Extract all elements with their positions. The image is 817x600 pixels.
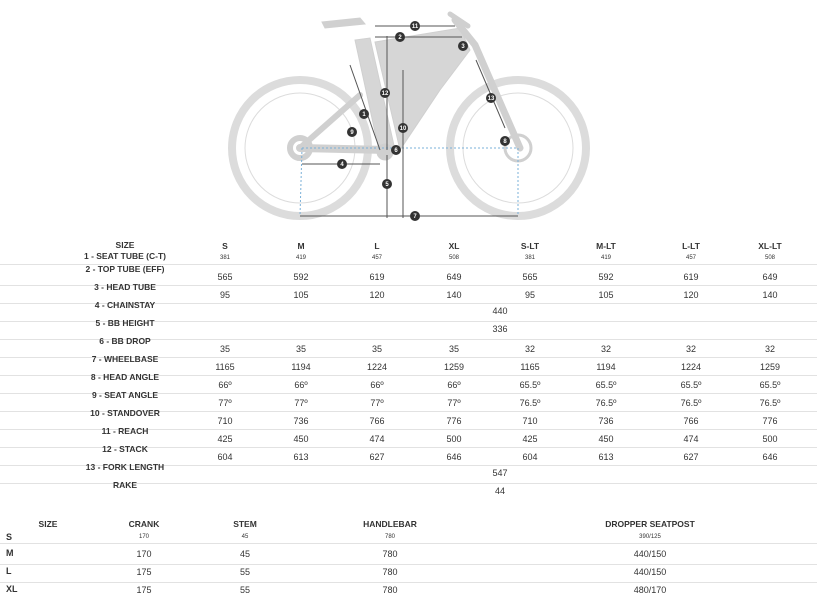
table-cell: 736 — [293, 416, 309, 426]
table-cell: 565 — [217, 272, 233, 282]
table-cell: 710 — [522, 416, 538, 426]
table-cell: 627 — [683, 452, 699, 462]
table-cell: 592 — [293, 272, 309, 282]
table-cell: 32 — [764, 344, 775, 354]
svg-text:8: 8 — [503, 139, 507, 145]
table-cell: 95 — [219, 290, 230, 300]
table-cell: 32 — [685, 344, 696, 354]
table-cell: 175 — [136, 567, 152, 577]
svg-text:12: 12 — [381, 91, 389, 97]
table-cell: 170 — [136, 549, 152, 559]
table-cell: 381 — [524, 255, 535, 261]
table-cell: 649 — [446, 272, 462, 282]
table-cell: 646 — [762, 452, 778, 462]
table-cell: 1259 — [443, 362, 465, 372]
size-header: XL — [448, 241, 460, 251]
table-cell: 44 — [494, 486, 505, 496]
table-cell: 76.5º — [680, 398, 702, 408]
table-cell: 780 — [382, 585, 398, 595]
row-label: RAKE — [112, 480, 138, 490]
marker-2 — [395, 32, 405, 42]
table-cell: 35 — [448, 344, 459, 354]
table-cell: 105 — [598, 290, 614, 300]
table-cell: 66º — [370, 380, 384, 390]
table-cell: 1165 — [215, 362, 235, 372]
table-cell: 604 — [522, 452, 538, 462]
table-cell: 500 — [446, 434, 462, 444]
table-cell: 105 — [293, 290, 309, 300]
row-label: 6 - BB DROP — [99, 336, 151, 346]
table-row — [0, 564, 817, 583]
table-cell: 440/150 — [633, 567, 667, 577]
marker-10 — [398, 123, 408, 133]
size-label: L — [6, 566, 12, 576]
table-cell: 95 — [524, 290, 535, 300]
table-cell: 1194 — [291, 362, 311, 372]
svg-text:1: 1 — [362, 112, 366, 118]
table-cell: 77º — [447, 398, 461, 408]
svg-text:4: 4 — [340, 162, 344, 168]
size-label: M — [6, 548, 14, 558]
svg-text:10: 10 — [399, 126, 407, 132]
size-label: S — [6, 532, 13, 542]
table-cell: 547 — [492, 468, 508, 478]
table-cell: 450 — [598, 434, 614, 444]
table-cell: 55 — [239, 567, 250, 577]
table-cell: 619 — [683, 272, 699, 282]
table-cell: 55 — [239, 585, 250, 595]
marker-3 — [458, 41, 468, 51]
row-label: 5 - BB HEIGHT — [95, 318, 155, 328]
table-cell: 766 — [369, 416, 385, 426]
table-cell: 336 — [492, 324, 508, 334]
table-cell: 170 — [138, 534, 149, 540]
row-label: 7 - WHEELBASE — [91, 354, 159, 364]
size-label: SIZE — [115, 240, 135, 250]
table-cell: 140 — [762, 290, 778, 300]
marker-7 — [410, 211, 420, 221]
table-cell: 35 — [219, 344, 230, 354]
size-header: L-LT — [682, 241, 700, 251]
table-cell: 480/170 — [633, 585, 667, 595]
table-cell: 1224 — [366, 362, 388, 372]
table-cell: 425 — [217, 434, 233, 444]
table-cell: 766 — [683, 416, 699, 426]
marker-6 — [391, 145, 401, 155]
table-cell: 76.5º — [759, 398, 781, 408]
size-header: M-LT — [596, 241, 616, 251]
table-cell: 565 — [522, 272, 538, 282]
bike-geometry-diagram — [0, 0, 817, 230]
table-cell: 65.5º — [519, 380, 541, 390]
table-cell: 776 — [446, 416, 462, 426]
table-cell: 500 — [762, 434, 778, 444]
components-header-row — [0, 516, 817, 544]
row-label: 13 - FORK LENGTH — [85, 462, 165, 472]
table-cell: 381 — [219, 255, 230, 261]
table-cell: 419 — [600, 255, 611, 261]
svg-text:6: 6 — [394, 148, 398, 154]
table-cell: 65.5º — [680, 380, 702, 390]
row-label: 2 - TOP TUBE (EFF) — [85, 264, 165, 274]
table-cell: 508 — [448, 255, 459, 261]
svg-text:3: 3 — [461, 44, 465, 50]
table-row — [0, 582, 817, 600]
row-label: 8 - HEAD ANGLE — [90, 372, 160, 382]
table-cell: 1194 — [596, 362, 616, 372]
dropper-seatpost-header: DROPPER SEATPOST — [605, 519, 695, 529]
table-cell: 65.5º — [759, 380, 781, 390]
svg-text:7: 7 — [413, 214, 417, 220]
table-cell: 66º — [447, 380, 461, 390]
table-cell: 474 — [369, 434, 385, 444]
size-header: S-LT — [520, 241, 540, 251]
table-cell: 457 — [371, 255, 382, 261]
table-cell: 77º — [370, 398, 384, 408]
size-label: XL — [6, 584, 18, 594]
marker-11 — [410, 21, 420, 31]
table-cell: 76.5º — [595, 398, 617, 408]
row-label: 11 - REACH — [101, 426, 149, 436]
marker-1 — [359, 109, 369, 119]
table-cell: 613 — [293, 452, 309, 462]
table-cell: 425 — [522, 434, 538, 444]
handlebar-header: HANDLEBAR — [363, 519, 417, 529]
table-cell: 1259 — [759, 362, 781, 372]
svg-text:9: 9 — [350, 130, 354, 136]
table-cell: 474 — [683, 434, 699, 444]
size-header: XL-LT — [758, 241, 782, 251]
table-cell: 65.5º — [595, 380, 617, 390]
table-cell: 45 — [241, 534, 249, 540]
table-cell: 66º — [294, 380, 308, 390]
svg-text:11: 11 — [411, 24, 419, 30]
table-row — [0, 546, 817, 565]
marker-13 — [486, 93, 496, 103]
table-cell: 76.5º — [519, 398, 541, 408]
table-cell: 627 — [369, 452, 385, 462]
row-label: 3 - HEAD TUBE — [94, 282, 156, 292]
table-cell: 45 — [239, 549, 250, 559]
table-cell: 613 — [598, 452, 614, 462]
table-cell: 32 — [600, 344, 611, 354]
marker-4 — [337, 159, 347, 169]
marker-12 — [380, 88, 390, 98]
table-cell: 77º — [218, 398, 232, 408]
geometry-header-row — [0, 238, 817, 265]
row-label: 1 - SEAT TUBE (C-T) — [83, 251, 166, 261]
table-cell: 390/125 — [639, 534, 661, 540]
marker-8 — [500, 136, 510, 146]
table-row — [0, 480, 817, 501]
row-label: 12 - STACK — [102, 444, 148, 454]
table-cell: 457 — [685, 255, 696, 261]
table-cell: 649 — [762, 272, 778, 282]
stem-header: STEM — [233, 519, 257, 529]
svg-text:13: 13 — [487, 96, 495, 102]
marker-5 — [382, 179, 392, 189]
table-cell: 619 — [369, 272, 385, 282]
table-cell: 450 — [293, 434, 309, 444]
table-cell: 440/150 — [633, 549, 667, 559]
size-header: SIZE — [38, 519, 58, 529]
table-cell: 780 — [382, 549, 398, 559]
size-header: M — [297, 241, 305, 251]
table-cell: 175 — [136, 585, 152, 595]
table-cell: 419 — [295, 255, 306, 261]
table-cell: 604 — [217, 452, 233, 462]
crank-header: CRANK — [128, 519, 160, 529]
table-cell: 646 — [446, 452, 462, 462]
svg-text:5: 5 — [385, 182, 389, 188]
table-cell: 508 — [764, 255, 775, 261]
table-cell: 1224 — [680, 362, 702, 372]
size-header: S — [222, 241, 228, 251]
table-cell: 710 — [217, 416, 233, 426]
row-label: 9 - SEAT ANGLE — [91, 390, 159, 400]
row-label: 10 - STANDOVER — [90, 408, 160, 418]
row-label: 4 - CHAINSTAY — [94, 300, 156, 310]
table-cell: 35 — [295, 344, 306, 354]
table-cell: 66º — [218, 380, 232, 390]
table-cell: 780 — [382, 567, 398, 577]
marker-9 — [347, 127, 357, 137]
table-cell: 780 — [384, 534, 395, 540]
table-cell: 592 — [598, 272, 614, 282]
table-cell: 120 — [683, 290, 699, 300]
table-cell: 736 — [598, 416, 614, 426]
table-cell: 776 — [762, 416, 778, 426]
table-cell: 77º — [294, 398, 308, 408]
table-cell: 32 — [524, 344, 535, 354]
size-header: L — [374, 241, 380, 251]
table-cell: 440 — [492, 306, 508, 316]
table-cell: 1165 — [520, 362, 540, 372]
table-cell: 35 — [371, 344, 382, 354]
svg-text:2: 2 — [398, 35, 402, 41]
table-cell: 120 — [369, 290, 385, 300]
table-cell: 140 — [446, 290, 462, 300]
